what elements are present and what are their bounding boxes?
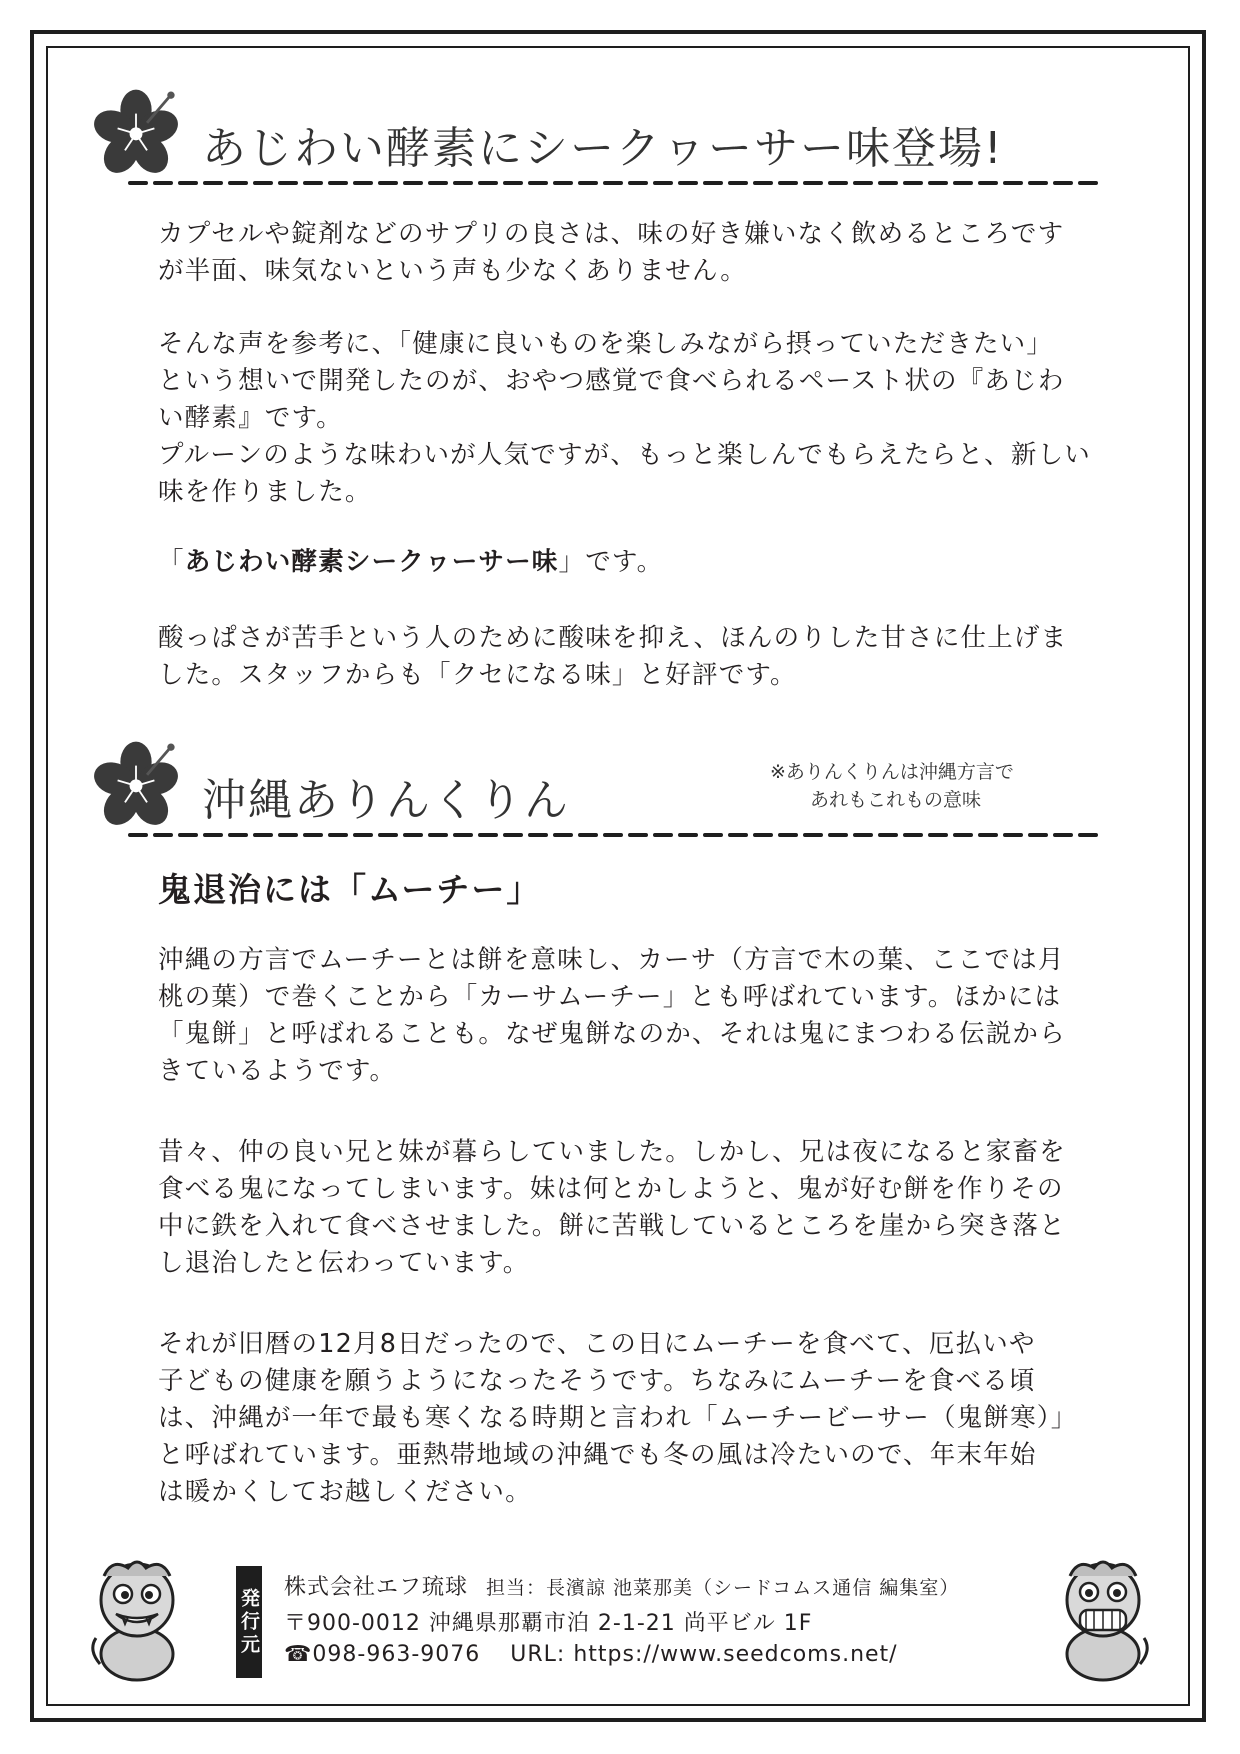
paragraph: 沖縄の方言でムーチーとは餅を意味し、カーサ（方言で木の葉、ここでは月 桃の葉）で巻くことから「カーサムーチー」とも呼ばれています。ほかには 「鬼餅」と呼ばれることも。なぜ鬼餅なのか、それは鬼にまつわる伝説から きているようです。 — [158, 945, 1066, 1086]
paragraph: 酸っぱさが苦手という人のために酸味を抑え、ほんのりした甘さに仕上げま した。スタッフからも「クセになる味」と好評です。 — [158, 623, 1068, 690]
paragraph: それが旧暦の12月8日だったので、この日にムーチーを食べて、厄払いや 子どもの健康を願うようになったそうです。ちなみにムーチーを食べる頃 は、沖縄が一年で最も寒くなる時期と言われ「ムーチービーサー（鬼餅寒）」 と呼ばれています。亜熱帯地域の沖縄でも冬の風は冷たいので、年末年始 は暖かくしてお越しください。 — [158, 1329, 1078, 1507]
footer-company-line — [284, 1570, 959, 1601]
phone-number: ☎098-963-9076 — [284, 1642, 481, 1667]
paragraph: 昔々、仲の良い兄と妹が暮らしていました。しかし、兄は夜になると家畜を 食べる鬼になってしまいます。妹は何とかしようと、鬼が好む餅を作りその 中に鉄を入れて食べさせました。餅に苦戦しているところを崖から突き落と し退治したと伝わっています。 — [158, 1137, 1066, 1278]
dialect-note: ※ありんくりんは沖縄方言で あれもこれもの意味 — [770, 761, 1014, 811]
footer-contact-line — [284, 1642, 898, 1667]
product-name: あじわい酵素シークヮーサー味 — [184, 547, 559, 577]
section-title: あじわい酵素にシークヮーサー味登場! — [202, 123, 1004, 174]
company-name: 株式会社エフ琉球 — [284, 1575, 469, 1600]
dashed-divider — [128, 178, 1106, 188]
hibiscus-icon — [90, 86, 182, 178]
shisa-icon — [82, 1554, 192, 1684]
footer-address: 〒900-0012 沖縄県那覇市泊 2-1-21 尚平ビル 1F — [284, 1611, 813, 1636]
article-subtitle: 鬼退治には「ムーチー」 — [158, 870, 542, 909]
website-url[interactable]: URL: https://www.seedcoms.net/ — [510, 1642, 898, 1667]
shisa-icon — [1048, 1554, 1158, 1684]
paragraph-product: 「あじわい酵素シークヮーサー味」です。 — [158, 547, 664, 577]
dashed-divider — [128, 830, 1106, 840]
paragraph: カプセルや錠剤などのサプリの良さは、味の好き嫌いなく飲めるところです が半面、味気ないという声も少なくありません。 — [158, 219, 1065, 286]
section-title: 沖縄ありんくりん — [202, 775, 570, 826]
hibiscus-icon — [90, 738, 182, 830]
paragraph: そんな声を参考に、「健康に良いものを楽しみながら摂っていただきたい」 という想いで開発したのが、おやつ感覚で食べられるペースト状の『あじわ い酵素』です。 プルーンのような味わいが人気ですが、もっと楽しんでもらえたらと、新しい 味を作りました。 — [158, 329, 1091, 507]
publisher-tag: 発行元 — [236, 1566, 262, 1678]
staff-info: 担当：長濱諒 池菜那美（シードコムス通信 編集室） — [486, 1577, 960, 1599]
